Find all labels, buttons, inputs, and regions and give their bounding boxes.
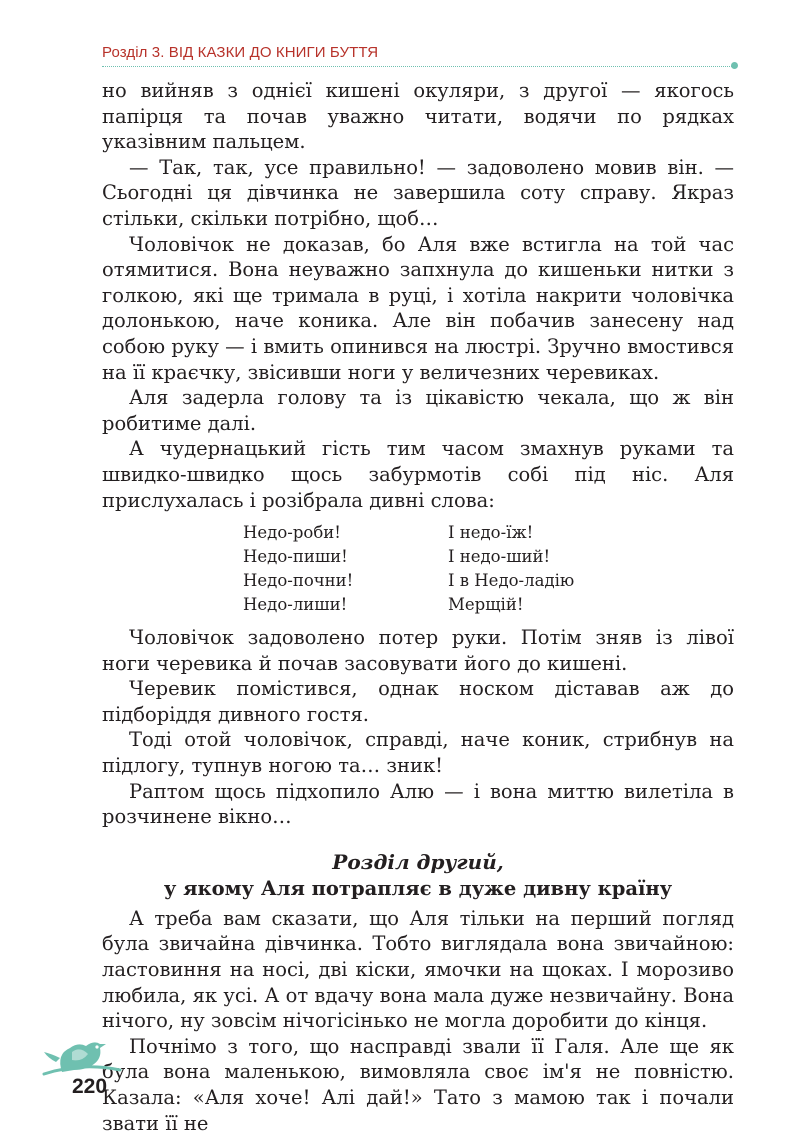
section-header: Розділ 3. ВІД КАЗКИ ДО КНИГИ БУТТЯ [102,44,379,61]
chapter-heading [102,850,734,902]
verse-line: І в Недо-ладію [448,571,575,591]
header-rule-dot [731,62,738,69]
paragraph: Раптом щось підхопило Алю — і вона миттю вилетіла в розчинене вікно… [102,779,734,829]
paragraph: Черевик помістився, однак носком діставав аж до підборіддя дивного гостя. [102,677,734,726]
chapter-title: Розділ другий, [332,849,504,874]
paragraph: А треба вам сказати, що Аля тільки на перший погляд була звичайна дівчинка. Тобто виглядала вона звичайною: ластовиння на носі, дві кіски, ямочки на щоках. І морозиво любила, як усі. А от вдачу вона мала дуже незвичайну. Вона нічого, ну зовсім нічогісінько не могла доробити до кінця. [102,906,734,1033]
page-number: 220 [72,1075,108,1098]
paragraph: Почнімо з того, що насправді звали її Галя. Але ще як була вона маленькою, вимовляла своє ім'я не повністю. Казала: «Аля хоче! Алі дай!» Тато з мамою так і почали звати її не [102,1034,734,1135]
verse-block [243,521,734,617]
verse-line: І недо-їж! [448,523,534,543]
verse-line: Недо-лиши! [243,595,348,615]
bird-icon [42,1032,122,1080]
paragraph: — Так, так, усе правильно! — задоволено мовив він. — Сьогодні ця дівчинка не завершила соту справу. Якраз стільки, скільки потрібно, щоб… [102,155,734,230]
verse-row [243,593,734,617]
verse-line: Недо-роби! [243,523,341,543]
verse-line: І недо-ший! [448,547,551,567]
chapter-subtitle: у якому Аля потрапляє в дуже дивну країну [163,876,673,900]
paragraph: Тоді отой чоловічок, справді, наче коник, стрибнув на підлогу, тупнув ногою та… зник! [102,728,734,778]
verse-row [243,569,734,593]
verse-row [243,521,734,545]
paragraph: Чоловічок задоволено потер руки. Потім зняв із лівої ноги черевика й почав засовувати його до кишені. [102,626,734,675]
paragraph: Аля задерла голову та із цікавістю чекала, що ж він робитиме далі. [102,386,734,435]
verse-row [243,545,734,569]
paragraph: А чудернацький гість тим часом змахнув руками та швидко-швидко щось забурмотів собі під ніс. Аля прислухалась і розібрала дивні слова: [102,437,734,512]
header-rule [102,66,734,67]
paragraph: но вийняв з однієї кишені окуляри, з другої — якогось папірця та почав уважно читати, водячи по рядках указівним пальцем. [102,79,734,154]
page-content [102,78,734,1136]
verse-line: Недо-пиши! [243,547,348,567]
verse-line: Мерщій! [448,595,524,615]
verse-line: Недо-почни! [243,571,354,591]
paragraph: Чоловічок не доказав, бо Аля вже встигла на той час отямитися. Вона неуважно запхнула до кишеньки нитки з голкою, які ще тримала в руці, і хотіла накрити чоловічка долонькою, наче коника. Але він побачив занесену над собою руку — і вмить опинився на люстрі. Зручно вмостився на її краєчку, звісивши ноги у величезних черевиках. [102,232,734,384]
